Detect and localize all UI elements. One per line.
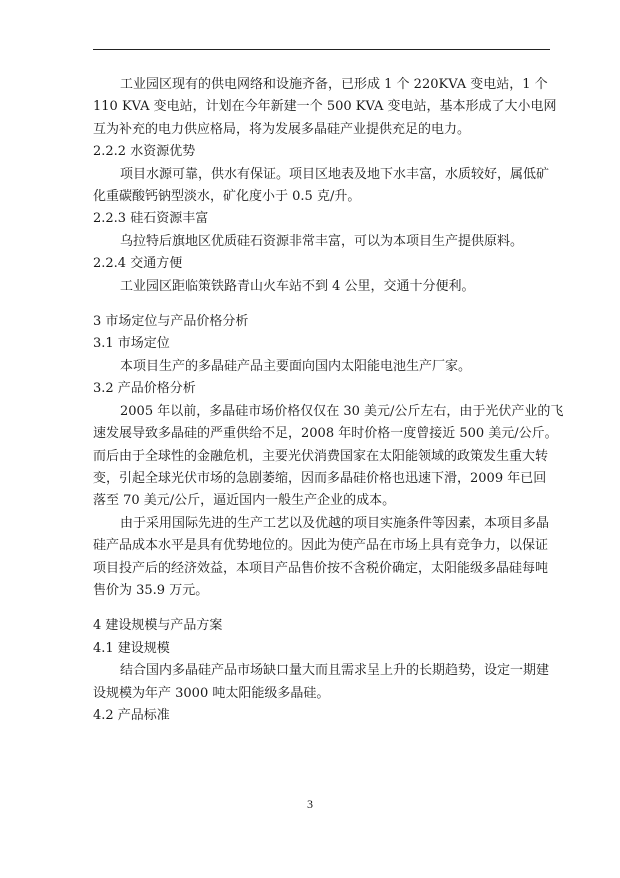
section-heading: 3.1 市场定位 bbox=[93, 336, 170, 352]
section-heading: 4.1 建设规模 bbox=[93, 640, 170, 656]
text-line: 项目水源可靠，供水有保证。项目区地表及地下水丰富，水质较好，属低矿 bbox=[120, 166, 550, 182]
text-line: 结合国内多晶硅产品市场缺口量大而且需求呈上升的长期趋势，设定一期建 bbox=[120, 663, 550, 679]
paragraph-spacer bbox=[93, 298, 553, 311]
section-heading: 4 建设规模与产品方案 bbox=[93, 618, 223, 634]
text-line: 2005 年以前，多晶硅市场价格仅仅在 30 美元/公斤左右，由于光伏产业的飞 bbox=[120, 403, 564, 419]
text-line: 变，引起全球光伏市场的急剧萎缩，因而多晶硅价格也迅速下滑，2009 年已回 bbox=[93, 470, 547, 486]
section-heading: 3.2 产品价格分析 bbox=[93, 381, 196, 397]
document-body bbox=[93, 74, 564, 727]
text-line: 而后由于全球性的金融危机，主要光伏消费国家在太阳能领域的政策发生重大转 bbox=[93, 448, 549, 464]
text-line: 互为补充的电力供应格局，将为发展多晶硅产业提供充足的电力。 bbox=[93, 121, 471, 137]
page-number: 3 bbox=[307, 797, 313, 811]
text-line: 本项目生产的多晶硅产品主要面向国内太阳能电池生产厂家。 bbox=[120, 358, 472, 374]
section-heading: 2.2.2 水资源优势 bbox=[93, 144, 196, 160]
text-line: 工业园区现有的供电网络和设施齐备，已形成 1 个 220KVA 变电站，1 个 bbox=[120, 77, 548, 92]
section-heading: 2.2.3 硅石资源丰富 bbox=[93, 211, 209, 227]
text-line: 化重碳酸钙钠型淡水，矿化度小于 0.5 克/升。 bbox=[93, 189, 361, 205]
text-line: 速发展导致多晶硅的严重供给不足，2008 年时价格一度曾接近 500 美元/公斤。 bbox=[93, 426, 558, 442]
section-heading: 4.2 产品标准 bbox=[93, 707, 170, 723]
text-line: 硅产品成本水平是具有优势地位的。因此为使产品在市场上具有竞争力，以保证 bbox=[93, 538, 549, 554]
text-line: 落至 70 美元/公斤，逼近国内一般生产企业的成本。 bbox=[93, 493, 396, 509]
text-line: 110 KVA 变电站，计划在今年新建一个 500 KVA 变电站，基本形成了大小电网 bbox=[93, 99, 557, 115]
header-rule bbox=[93, 49, 550, 50]
text-line: 售价为 35.9 万元。 bbox=[93, 582, 209, 598]
text-line: 由于采用国际先进的生产工艺以及优越的项目实施条件等因素，本项目多晶 bbox=[120, 515, 550, 531]
section-heading: 3 市场定位与产品价格分析 bbox=[93, 314, 249, 330]
paragraph-spacer bbox=[93, 602, 553, 615]
section-heading: 2.2.4 交通方便 bbox=[93, 256, 183, 272]
text-line: 项目投产后的经济效益，本项目产品售价按不含税价确定，太阳能级多晶硅每吨 bbox=[93, 560, 549, 576]
text-line: 设规模为年产 3000 吨太阳能级多晶硅。 bbox=[93, 685, 330, 701]
text-line: 工业园区距临策铁路青山火车站不到 4 公里，交通十分便利。 bbox=[120, 278, 475, 294]
text-line: 乌拉特后旗地区优质硅石资源非常丰富，可以为本项目生产提供原料。 bbox=[120, 233, 524, 249]
